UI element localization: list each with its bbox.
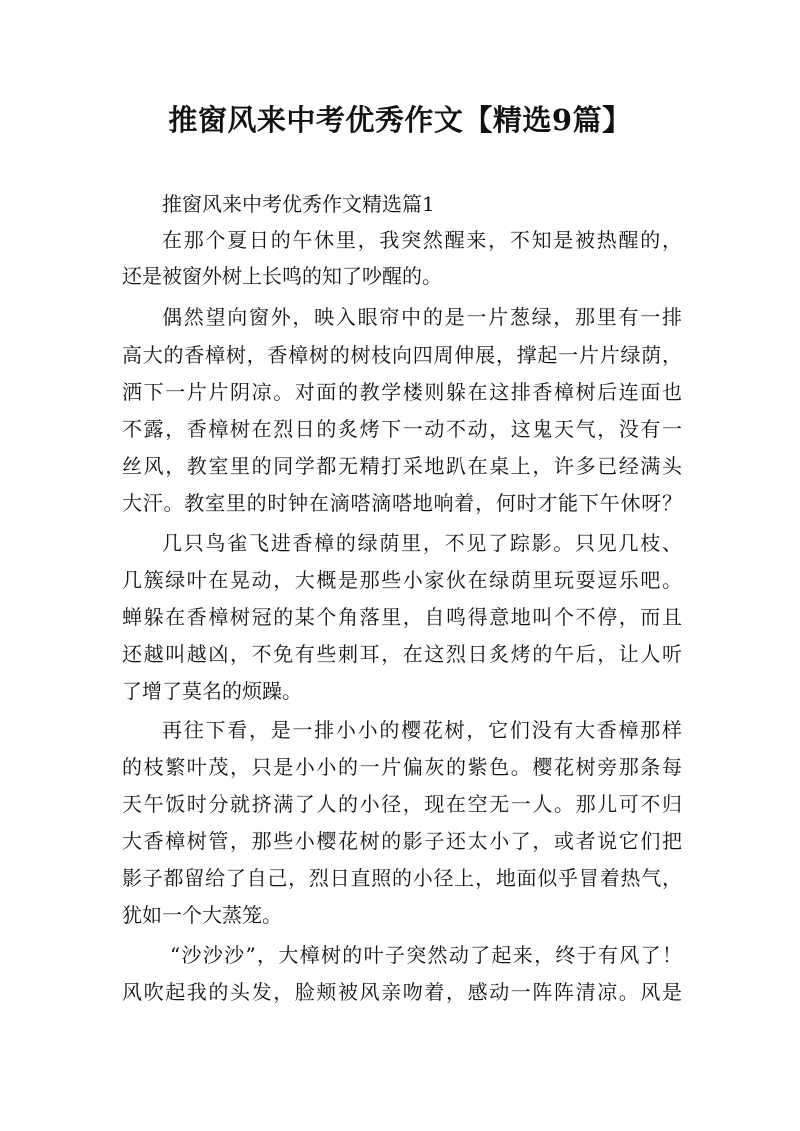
paragraph-line: 风吹起我的头发，脸颊被风亲吻着，感动一阵阵清凉。风是 [122,980,682,1004]
paragraph-line: 不露，香樟树在烈日的炙烤下一动不动，这鬼天气，没有一 [122,417,682,441]
paragraph-line: 丝风，教室里的同学都无精打采地趴在桌上，许多已经满头 [122,454,682,478]
section-heading: 推窗风来中考优秀作文精选篇1 [162,192,435,216]
paragraph-line: 还越叫越凶，不免有些刺耳，在这烈日炙烤的午后，让人听 [122,642,682,666]
paragraph-line: 大香樟树管，那些小樱花树的影子还太小了，或者说它们把 [122,829,682,853]
paragraph-line: 几只鸟雀飞进香樟的绿荫里，不见了踪影。只见几枝、 [162,531,682,555]
paragraph-line: 影子都留给了自己，烈日直照的小径上，地面似乎冒着热气， [122,866,682,890]
paragraph-line: 高大的香樟树，香樟树的树枝向四周伸展，撑起一片片绿荫， [122,343,682,367]
paragraph-line: “沙沙沙”，大樟树的叶子突然动了起来，终于有风了！ [170,943,682,967]
document-title: 推窗风来中考优秀作文【精选9篇】 [168,103,632,137]
paragraph-line: 洒下一片片阴凉。对面的教学楼则躲在这排香樟树后连面也 [122,380,682,404]
paragraph-line: 在那个夏日的午休里，我突然醒来，不知是被热醒的， [162,228,682,252]
paragraph-line: 天午饭时分就挤满了人的小径，现在空无一人。那儿可不归 [122,792,682,816]
paragraph-line: 犹如一个大蒸笼。 [122,903,282,927]
paragraph-line: 还是被窗外树上长鸣的知了吵醒的。 [122,264,442,288]
paragraph-line: 蝉躲在香樟树冠的某个角落里，自鸣得意地叫个不停，而且 [122,605,682,629]
paragraph-line: 的枝繁叶茂，只是小小的一片偏灰的紫色。樱花树旁那条每 [122,755,682,779]
paragraph-line: 了增了莫名的烦躁。 [122,679,302,703]
paragraph-line: 偶然望向窗外，映入眼帘中的是一片葱绿，那里有一排 [162,305,682,329]
paragraph-line: 大汗。教室里的时钟在滴嗒滴嗒地响着，何时才能下午休呀？ [122,491,682,515]
paragraph-line: 再往下看，是一排小小的樱花树，它们没有大香樟那样 [162,718,682,742]
paragraph-line: 几簇绿叶在晃动，大概是那些小家伙在绿荫里玩耍逗乐吧。 [122,568,682,592]
